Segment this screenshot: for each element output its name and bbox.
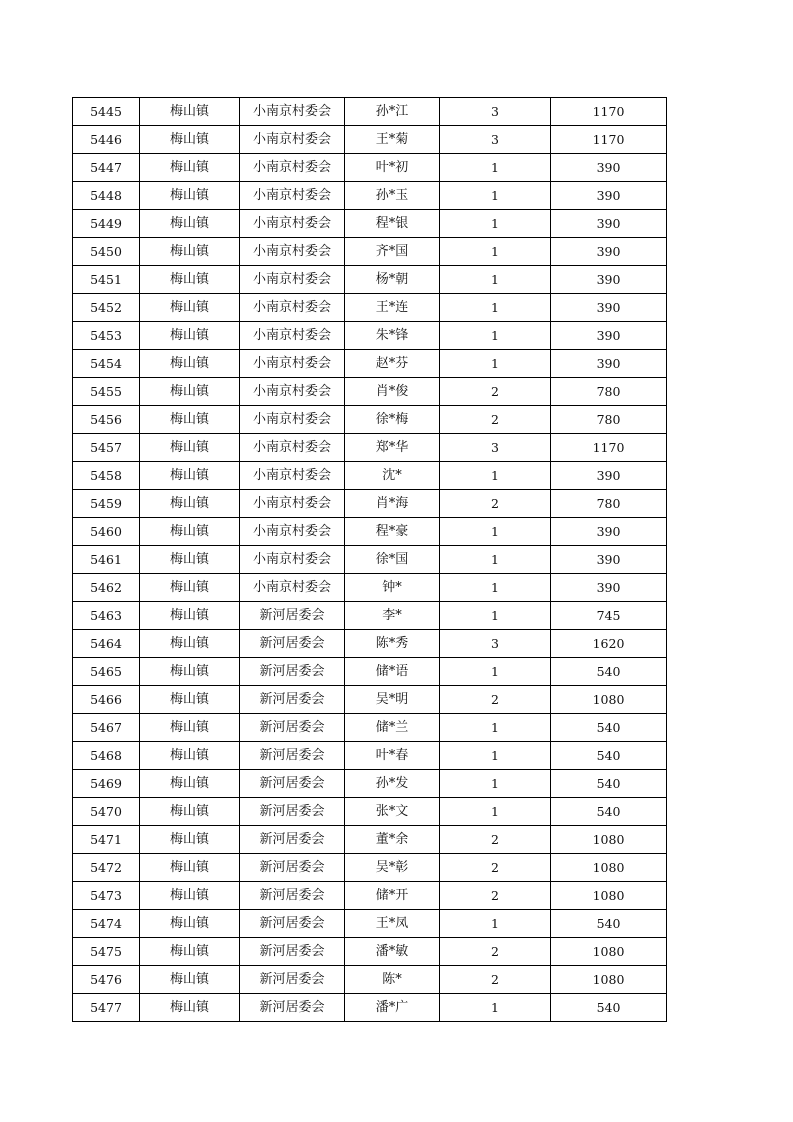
committee-cell: 新河居委会 <box>240 826 345 854</box>
row-number-cell: 5459 <box>73 490 140 518</box>
name-cell: 潘*敏 <box>345 938 440 966</box>
committee-cell: 新河居委会 <box>240 630 345 658</box>
table-row <box>73 154 667 182</box>
committee-cell: 小南京村委会 <box>240 154 345 182</box>
amount-cell: 390 <box>551 294 667 322</box>
name-cell: 齐*国 <box>345 238 440 266</box>
table-row <box>73 798 667 826</box>
committee-cell: 新河居委会 <box>240 910 345 938</box>
committee-cell: 新河居委会 <box>240 854 345 882</box>
name-cell: 陈* <box>345 966 440 994</box>
town-cell: 梅山镇 <box>140 434 240 462</box>
town-cell: 梅山镇 <box>140 490 240 518</box>
name-cell: 叶*春 <box>345 742 440 770</box>
amount-cell: 390 <box>551 518 667 546</box>
table-row <box>73 322 667 350</box>
records-table-body <box>73 98 667 1022</box>
row-number-cell: 5471 <box>73 826 140 854</box>
name-cell: 储*开 <box>345 882 440 910</box>
town-cell: 梅山镇 <box>140 182 240 210</box>
name-cell: 程*银 <box>345 210 440 238</box>
name-cell: 董*余 <box>345 826 440 854</box>
count-cell: 2 <box>440 882 551 910</box>
count-cell: 1 <box>440 266 551 294</box>
amount-cell: 540 <box>551 742 667 770</box>
town-cell: 梅山镇 <box>140 994 240 1022</box>
table-row <box>73 294 667 322</box>
count-cell: 1 <box>440 154 551 182</box>
committee-cell: 新河居委会 <box>240 602 345 630</box>
row-number-cell: 5472 <box>73 854 140 882</box>
amount-cell: 1170 <box>551 434 667 462</box>
amount-cell: 1080 <box>551 966 667 994</box>
committee-cell: 新河居委会 <box>240 798 345 826</box>
town-cell: 梅山镇 <box>140 98 240 126</box>
town-cell: 梅山镇 <box>140 322 240 350</box>
name-cell: 储*语 <box>345 658 440 686</box>
town-cell: 梅山镇 <box>140 602 240 630</box>
row-number-cell: 5463 <box>73 602 140 630</box>
count-cell: 2 <box>440 490 551 518</box>
table-row <box>73 938 667 966</box>
table-row <box>73 686 667 714</box>
table-row <box>73 546 667 574</box>
name-cell: 孙*江 <box>345 98 440 126</box>
committee-cell: 新河居委会 <box>240 714 345 742</box>
town-cell: 梅山镇 <box>140 462 240 490</box>
amount-cell: 390 <box>551 182 667 210</box>
amount-cell: 390 <box>551 266 667 294</box>
count-cell: 1 <box>440 238 551 266</box>
town-cell: 梅山镇 <box>140 686 240 714</box>
table-row <box>73 266 667 294</box>
name-cell: 沈* <box>345 462 440 490</box>
name-cell: 孙*发 <box>345 770 440 798</box>
name-cell: 肖*海 <box>345 490 440 518</box>
town-cell: 梅山镇 <box>140 658 240 686</box>
committee-cell: 小南京村委会 <box>240 322 345 350</box>
table-row <box>73 574 667 602</box>
committee-cell: 小南京村委会 <box>240 350 345 378</box>
name-cell: 肖*俊 <box>345 378 440 406</box>
committee-cell: 小南京村委会 <box>240 546 345 574</box>
name-cell: 潘*广 <box>345 994 440 1022</box>
row-number-cell: 5476 <box>73 966 140 994</box>
amount-cell: 540 <box>551 714 667 742</box>
row-number-cell: 5473 <box>73 882 140 910</box>
committee-cell: 小南京村委会 <box>240 126 345 154</box>
amount-cell: 1170 <box>551 98 667 126</box>
amount-cell: 780 <box>551 490 667 518</box>
town-cell: 梅山镇 <box>140 350 240 378</box>
committee-cell: 小南京村委会 <box>240 210 345 238</box>
amount-cell: 540 <box>551 658 667 686</box>
table-row <box>73 490 667 518</box>
committee-cell: 小南京村委会 <box>240 406 345 434</box>
row-number-cell: 5475 <box>73 938 140 966</box>
count-cell: 1 <box>440 714 551 742</box>
records-table <box>72 97 667 1022</box>
name-cell: 杨*朝 <box>345 266 440 294</box>
row-number-cell: 5456 <box>73 406 140 434</box>
table-row <box>73 742 667 770</box>
row-number-cell: 5453 <box>73 322 140 350</box>
amount-cell: 540 <box>551 910 667 938</box>
committee-cell: 小南京村委会 <box>240 490 345 518</box>
name-cell: 王*凤 <box>345 910 440 938</box>
amount-cell: 780 <box>551 406 667 434</box>
town-cell: 梅山镇 <box>140 574 240 602</box>
name-cell: 徐*国 <box>345 546 440 574</box>
town-cell: 梅山镇 <box>140 854 240 882</box>
committee-cell: 新河居委会 <box>240 686 345 714</box>
table-row <box>73 966 667 994</box>
name-cell: 吴*彰 <box>345 854 440 882</box>
row-number-cell: 5466 <box>73 686 140 714</box>
amount-cell: 390 <box>551 322 667 350</box>
row-number-cell: 5474 <box>73 910 140 938</box>
committee-cell: 小南京村委会 <box>240 574 345 602</box>
row-number-cell: 5454 <box>73 350 140 378</box>
count-cell: 1 <box>440 994 551 1022</box>
town-cell: 梅山镇 <box>140 406 240 434</box>
name-cell: 叶*初 <box>345 154 440 182</box>
town-cell: 梅山镇 <box>140 770 240 798</box>
table-row <box>73 994 667 1022</box>
amount-cell: 540 <box>551 770 667 798</box>
row-number-cell: 5445 <box>73 98 140 126</box>
row-number-cell: 5446 <box>73 126 140 154</box>
count-cell: 2 <box>440 938 551 966</box>
amount-cell: 390 <box>551 154 667 182</box>
committee-cell: 小南京村委会 <box>240 462 345 490</box>
count-cell: 2 <box>440 686 551 714</box>
town-cell: 梅山镇 <box>140 266 240 294</box>
name-cell: 朱*锋 <box>345 322 440 350</box>
row-number-cell: 5470 <box>73 798 140 826</box>
committee-cell: 新河居委会 <box>240 994 345 1022</box>
name-cell: 徐*梅 <box>345 406 440 434</box>
count-cell: 1 <box>440 770 551 798</box>
town-cell: 梅山镇 <box>140 126 240 154</box>
count-cell: 1 <box>440 210 551 238</box>
amount-cell: 1620 <box>551 630 667 658</box>
committee-cell: 新河居委会 <box>240 770 345 798</box>
row-number-cell: 5450 <box>73 238 140 266</box>
row-number-cell: 5458 <box>73 462 140 490</box>
amount-cell: 390 <box>551 574 667 602</box>
table-row <box>73 854 667 882</box>
name-cell: 储*兰 <box>345 714 440 742</box>
committee-cell: 小南京村委会 <box>240 98 345 126</box>
amount-cell: 540 <box>551 994 667 1022</box>
row-number-cell: 5447 <box>73 154 140 182</box>
table-row <box>73 630 667 658</box>
amount-cell: 1080 <box>551 686 667 714</box>
table-row <box>73 98 667 126</box>
name-cell: 张*文 <box>345 798 440 826</box>
count-cell: 1 <box>440 294 551 322</box>
committee-cell: 新河居委会 <box>240 966 345 994</box>
name-cell: 李* <box>345 602 440 630</box>
name-cell: 赵*芬 <box>345 350 440 378</box>
row-number-cell: 5462 <box>73 574 140 602</box>
amount-cell: 1080 <box>551 854 667 882</box>
amount-cell: 390 <box>551 350 667 378</box>
town-cell: 梅山镇 <box>140 714 240 742</box>
amount-cell: 745 <box>551 602 667 630</box>
table-row <box>73 126 667 154</box>
count-cell: 1 <box>440 658 551 686</box>
row-number-cell: 5455 <box>73 378 140 406</box>
name-cell: 陈*秀 <box>345 630 440 658</box>
amount-cell: 1080 <box>551 938 667 966</box>
table-row <box>73 910 667 938</box>
row-number-cell: 5467 <box>73 714 140 742</box>
table-row <box>73 238 667 266</box>
town-cell: 梅山镇 <box>140 882 240 910</box>
town-cell: 梅山镇 <box>140 798 240 826</box>
committee-cell: 新河居委会 <box>240 658 345 686</box>
town-cell: 梅山镇 <box>140 630 240 658</box>
row-number-cell: 5452 <box>73 294 140 322</box>
committee-cell: 小南京村委会 <box>240 238 345 266</box>
committee-cell: 新河居委会 <box>240 742 345 770</box>
count-cell: 1 <box>440 602 551 630</box>
name-cell: 王*连 <box>345 294 440 322</box>
town-cell: 梅山镇 <box>140 546 240 574</box>
row-number-cell: 5461 <box>73 546 140 574</box>
amount-cell: 1170 <box>551 126 667 154</box>
town-cell: 梅山镇 <box>140 826 240 854</box>
committee-cell: 新河居委会 <box>240 882 345 910</box>
town-cell: 梅山镇 <box>140 910 240 938</box>
table-row <box>73 518 667 546</box>
count-cell: 1 <box>440 574 551 602</box>
count-cell: 3 <box>440 630 551 658</box>
town-cell: 梅山镇 <box>140 154 240 182</box>
table-row <box>73 602 667 630</box>
town-cell: 梅山镇 <box>140 294 240 322</box>
table-row <box>73 378 667 406</box>
committee-cell: 小南京村委会 <box>240 294 345 322</box>
name-cell: 郑*华 <box>345 434 440 462</box>
amount-cell: 390 <box>551 546 667 574</box>
table-row <box>73 406 667 434</box>
table-row <box>73 882 667 910</box>
committee-cell: 小南京村委会 <box>240 378 345 406</box>
amount-cell: 390 <box>551 210 667 238</box>
row-number-cell: 5477 <box>73 994 140 1022</box>
count-cell: 3 <box>440 434 551 462</box>
amount-cell: 390 <box>551 238 667 266</box>
town-cell: 梅山镇 <box>140 518 240 546</box>
count-cell: 1 <box>440 182 551 210</box>
row-number-cell: 5468 <box>73 742 140 770</box>
row-number-cell: 5464 <box>73 630 140 658</box>
table-row <box>73 182 667 210</box>
row-number-cell: 5457 <box>73 434 140 462</box>
count-cell: 1 <box>440 546 551 574</box>
count-cell: 2 <box>440 854 551 882</box>
count-cell: 3 <box>440 126 551 154</box>
amount-cell: 540 <box>551 798 667 826</box>
count-cell: 2 <box>440 826 551 854</box>
row-number-cell: 5448 <box>73 182 140 210</box>
row-number-cell: 5460 <box>73 518 140 546</box>
table-row <box>73 826 667 854</box>
table-row <box>73 210 667 238</box>
committee-cell: 小南京村委会 <box>240 518 345 546</box>
table-row <box>73 462 667 490</box>
amount-cell: 1080 <box>551 826 667 854</box>
row-number-cell: 5451 <box>73 266 140 294</box>
amount-cell: 1080 <box>551 882 667 910</box>
count-cell: 2 <box>440 406 551 434</box>
count-cell: 1 <box>440 518 551 546</box>
table-row <box>73 350 667 378</box>
name-cell: 程*豪 <box>345 518 440 546</box>
count-cell: 1 <box>440 798 551 826</box>
committee-cell: 新河居委会 <box>240 938 345 966</box>
amount-cell: 780 <box>551 378 667 406</box>
name-cell: 钟* <box>345 574 440 602</box>
table-row <box>73 434 667 462</box>
town-cell: 梅山镇 <box>140 742 240 770</box>
committee-cell: 小南京村委会 <box>240 182 345 210</box>
count-cell: 1 <box>440 910 551 938</box>
town-cell: 梅山镇 <box>140 210 240 238</box>
amount-cell: 390 <box>551 462 667 490</box>
name-cell: 王*菊 <box>345 126 440 154</box>
count-cell: 2 <box>440 378 551 406</box>
name-cell: 吴*明 <box>345 686 440 714</box>
table-row <box>73 714 667 742</box>
count-cell: 1 <box>440 350 551 378</box>
row-number-cell: 5465 <box>73 658 140 686</box>
table-row <box>73 770 667 798</box>
row-number-cell: 5449 <box>73 210 140 238</box>
count-cell: 1 <box>440 462 551 490</box>
count-cell: 1 <box>440 742 551 770</box>
name-cell: 孙*玉 <box>345 182 440 210</box>
town-cell: 梅山镇 <box>140 938 240 966</box>
town-cell: 梅山镇 <box>140 378 240 406</box>
count-cell: 1 <box>440 322 551 350</box>
committee-cell: 小南京村委会 <box>240 434 345 462</box>
town-cell: 梅山镇 <box>140 238 240 266</box>
count-cell: 3 <box>440 98 551 126</box>
row-number-cell: 5469 <box>73 770 140 798</box>
count-cell: 2 <box>440 966 551 994</box>
town-cell: 梅山镇 <box>140 966 240 994</box>
committee-cell: 小南京村委会 <box>240 266 345 294</box>
table-row <box>73 658 667 686</box>
